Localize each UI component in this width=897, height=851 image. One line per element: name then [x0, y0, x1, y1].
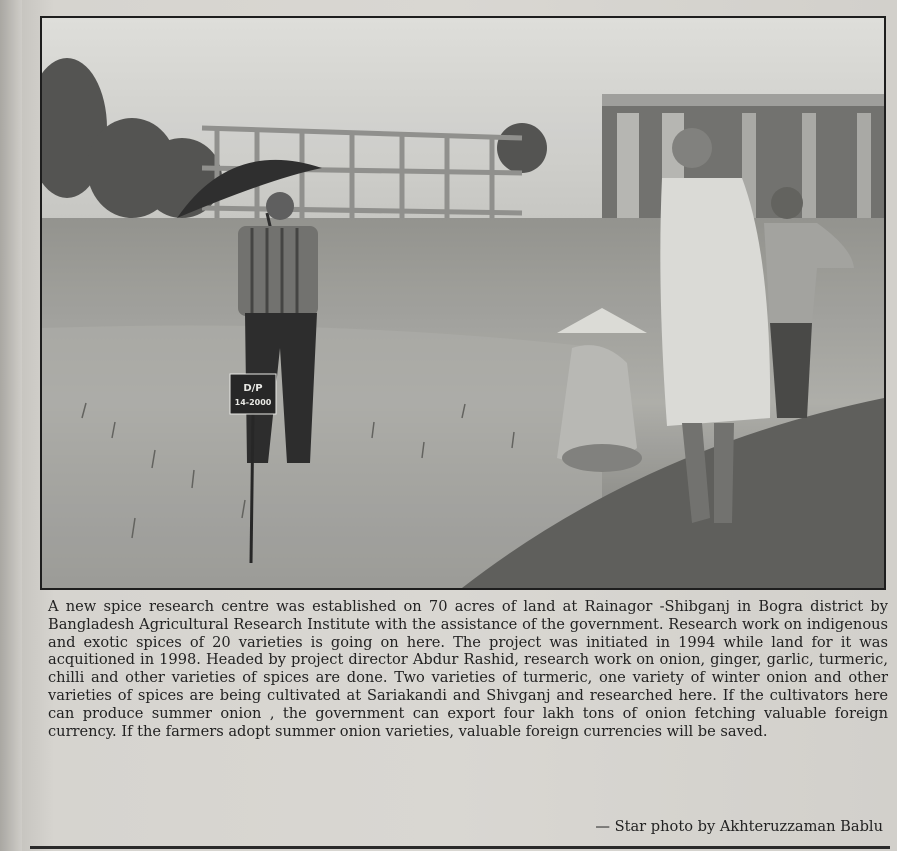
news-photo [40, 16, 886, 590]
photo-illustration [42, 18, 884, 588]
sign-text-line1: D/P [243, 383, 263, 394]
sign-text-line2: 14-2000 [234, 398, 272, 407]
photo-credit: — Star photo by Akhteruzzaman Bablu [595, 818, 883, 835]
photo-caption: A new spice research centre was established on 70 acres of land at Rainagor -Shibganj in Bogra district by Bangladesh Agricultural Research Institute with the assistance of the government. Research work on indigenous and exotic spices of 20 varieties is going on here. The project was initiated in 1994 while land for it was acquitioned in 1998. Headed by project director Abdur Rashid, research work on onion, ginger, garlic, turmeric, chilli and other varieties of spices are done. Two varieties of turmeric, one variety of winter onion and other varieties of spices are being cultivated at Sariakandi and Shivganj and researched here. If the cultivators here can produce summer onion , the government can export four lakh tons of onion fetching valuable foreign currency. If the farmers adopt summer onion varieties, valuable foreign currencies will be saved. [48, 598, 888, 740]
page-fold-shadow [0, 0, 22, 851]
bottom-rule [30, 846, 890, 849]
